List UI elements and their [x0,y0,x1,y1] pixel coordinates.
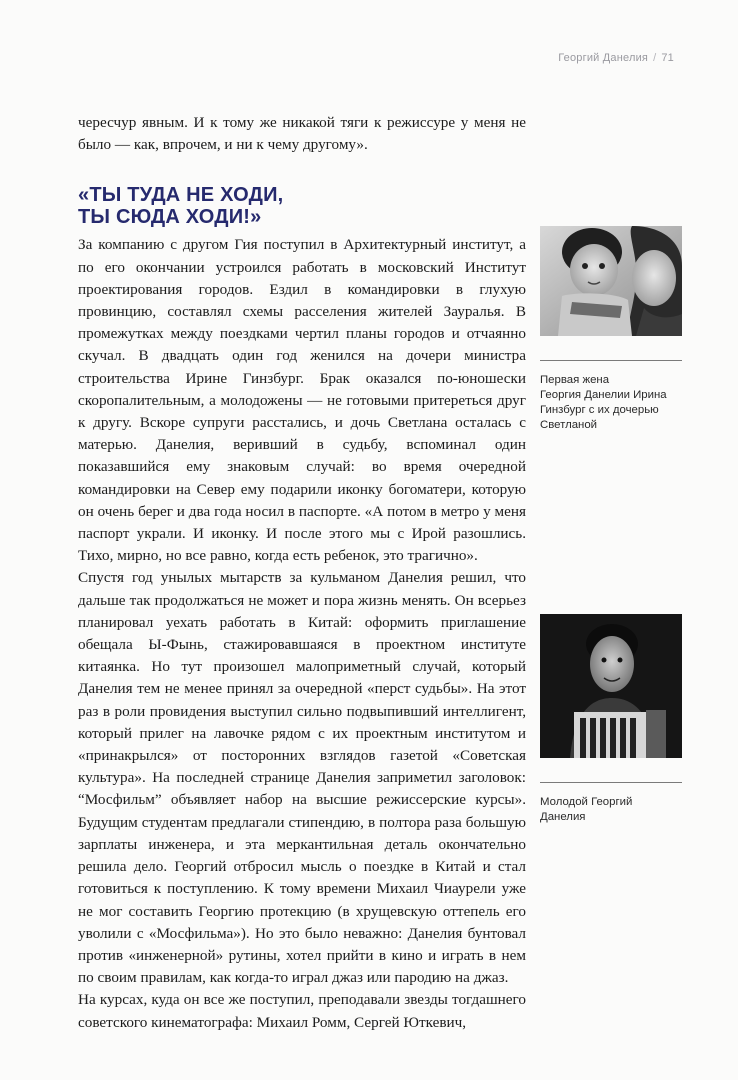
caption-line: Гинзбург с их дочерью [540,404,659,416]
main-text-column [78,112,526,1034]
caption-line: Светланой [540,419,598,431]
body-paragraph-2: Спустя год унылых мытарств за кульманом Данелия решил, что дальше так продолжаться не может и пора жизнь менять. Он всерьез планировал уехать работать в Китай: оформить приглашение обещала Ы-Фынь, стажировавшаяся в проектном институте китаянка. Но тут произошел малоприметный случай, который Данелия тем не менее принял за очередной «перст судьбы». На этот раз в роли провидения выступил сильно подвыпивший интеллигент, который прилег на лавочке рядом с их проектным институтом и «принакрылся» от посторонних взглядов газетой «Советская культура». На последней странице Данелия заприметил заголовок: “Мосфильм” объявляет набор на высшие режиссерские курсы». Будущим студентам предлагали стипендию, в полтора раза большую зарплаты инженера, и эта меркантильная деталь окончательно решила дело. Георгий отбросил мысль о поездке в Китай и стал готовиться к поступлению. К тому времени Михаил Чиаурели уже не мог составить Георгию протекцию (в хрущевскую оттепель его уволили с «Мосфильма»). Но это было неважно: Данелия бунтовал против «инженерной» рутины, хотел прийти в кино и играть в нем по своим правилам, как когда-то играл джаз или пародию на джаз. [78,569,526,987]
caption-divider [540,782,682,783]
running-head [558,52,674,64]
running-head-author: Георгий Данелия [558,52,649,64]
caption-line: Георгия Данелии Ирина [540,389,667,401]
intro-paragraph: чересчур явным. И к тому же никакой тяги к режиссуре у меня не было — как, впрочем, и ни к чему другому». [78,114,526,154]
caption-line: Данелия [540,811,586,823]
figure-mother-daughter [540,226,710,433]
page-number: 71 [661,52,674,64]
photo-mother-daughter-image [540,226,682,336]
body-paragraph-1: За компанию с другом Гия поступил в Архитектурный институт, а по его окончании устроился работать в московский Институт проектирования городов. Ездил в командировки в глухую провинцию, составлял схемы расселения жителей Зауралья. В промежутках между поездками чертил планы городов и отчаянно скучал. В двадцать один год женился на дочери министра строительства Ирине Гинзбург. Брак оказался по-юношески скоропалительным, а молодожены — не готовыми притереться друг к другу. Вскоре супруги расстались, и дочь Светлана осталась с матерью. Данелия, веривший в судьбу, вспоминал один показавшийся ему знаковым случай: во время очередной командировки на Север ему подарили иконку богоматери, которую он очень берег и два года носил в паспорте. «А потом в метро у меня паспорт украли. И иконку. И после этого мы с Ирой разошлись. Тихо, мирно, но все равно, когда есть ребенок, это трагично». [78,236,526,565]
caption-divider [540,360,682,361]
photo-young-danelia [540,614,682,758]
photo-mother-daughter [540,226,682,336]
photo-caption [540,373,710,433]
caption-line: Молодой Георгий [540,796,633,808]
section-heading-line-2: ТЫ СЮДА ХОДИ!» [78,206,262,229]
photo-young-danelia-image [540,614,682,758]
section-heading-line-1: «ТЫ ТУДА НЕ ХОДИ, [78,184,284,207]
body-paragraph-3: На курсах, куда он все же поступил, преподавали звезды тогдашнего советского кинематографа: Михаил Ромм, Сергей Юткевич, [78,991,526,1031]
section-heading [78,184,526,228]
running-head-separator: / [653,52,657,64]
photo-caption [540,795,710,825]
caption-line: Первая жена [540,374,610,386]
figure-young-danelia [540,614,710,825]
